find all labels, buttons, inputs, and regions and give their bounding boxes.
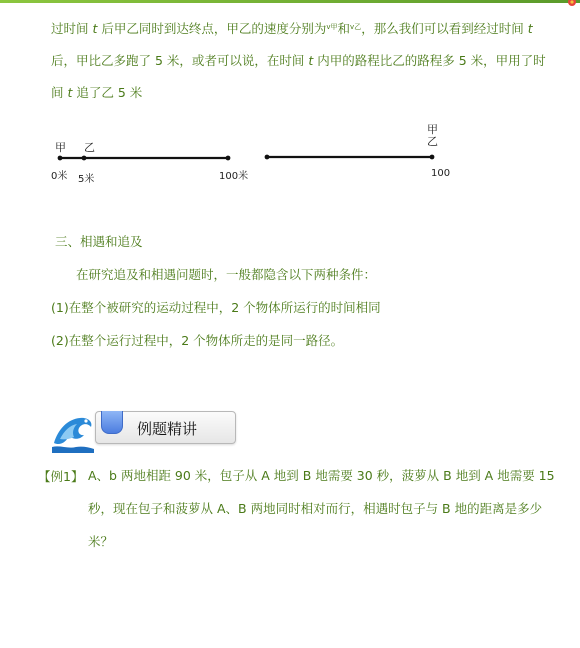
point-100m [226, 156, 231, 161]
tick-100m: 100米 [219, 171, 249, 182]
text-fragment: 和 [337, 21, 351, 36]
time-variable: t [67, 85, 73, 100]
example-line-1: A、b 两地相距 90 米，包子从 A 地到 B 地需要 30 秒，菠萝从 B 地到 A 地需要 15 [88, 468, 555, 483]
point-start-right [265, 155, 270, 160]
section-heading: 三、相遇和追及 [55, 234, 143, 249]
example-tag: 【例1】 [38, 469, 84, 484]
label-yi-right: 乙 [427, 135, 438, 148]
time-variable: t [308, 53, 314, 68]
tick-100-right: 100 [431, 168, 451, 179]
condition-2: (2)在整个运行过程中，2 个物体所走的是同一路径。 [51, 333, 344, 348]
label-yi: 乙 [84, 141, 95, 154]
point-5m [82, 156, 87, 161]
tick-0m: 0米 [51, 171, 68, 182]
text-fragment: 内甲的路程比乙的路程多 5 米，甲用了时 [313, 53, 546, 68]
velocity-jia: v甲 [326, 23, 338, 31]
text-fragment: 后，甲比乙多跑了 5 米，或者可以说，在时间 [51, 53, 309, 68]
condition-1: (1)在整个被研究的运动过程中，2 个物体所运行的时间相同 [51, 300, 381, 315]
point-end-right [430, 155, 435, 160]
time-variable: t [92, 21, 98, 36]
point-0m [58, 156, 63, 161]
example-line-3: 米？ [88, 534, 114, 549]
label-jia-right: 甲 [427, 123, 438, 136]
wave-icon [50, 409, 96, 455]
text-fragment: 追了乙 5 米 [72, 85, 143, 100]
bookmark-tab-icon [101, 411, 123, 434]
example-line-2: 秒，现在包子和菠萝从 A、B 两地同时相对而行，相遇时包子与 B 地的距离是多少 [88, 501, 543, 516]
example-lecture-label: 例题精讲 [137, 420, 198, 438]
section-intro: 在研究追及和相遇问题时，一般都隐含以下两种条件： [76, 267, 377, 282]
example-lecture-button[interactable] [95, 411, 236, 444]
text-fragment: 间 [51, 85, 68, 100]
text-fragment: 过时间 [51, 21, 93, 36]
text-fragment: 后甲乙同时到达终点，甲乙的速度分别为 [97, 21, 327, 36]
label-jia: 甲 [55, 141, 66, 154]
time-variable: t [527, 21, 533, 36]
tick-5m: 5米 [78, 174, 95, 185]
text-fragment: ，那么我们可以看到经过时间 [361, 21, 528, 36]
velocity-yi: v乙 [350, 23, 362, 31]
